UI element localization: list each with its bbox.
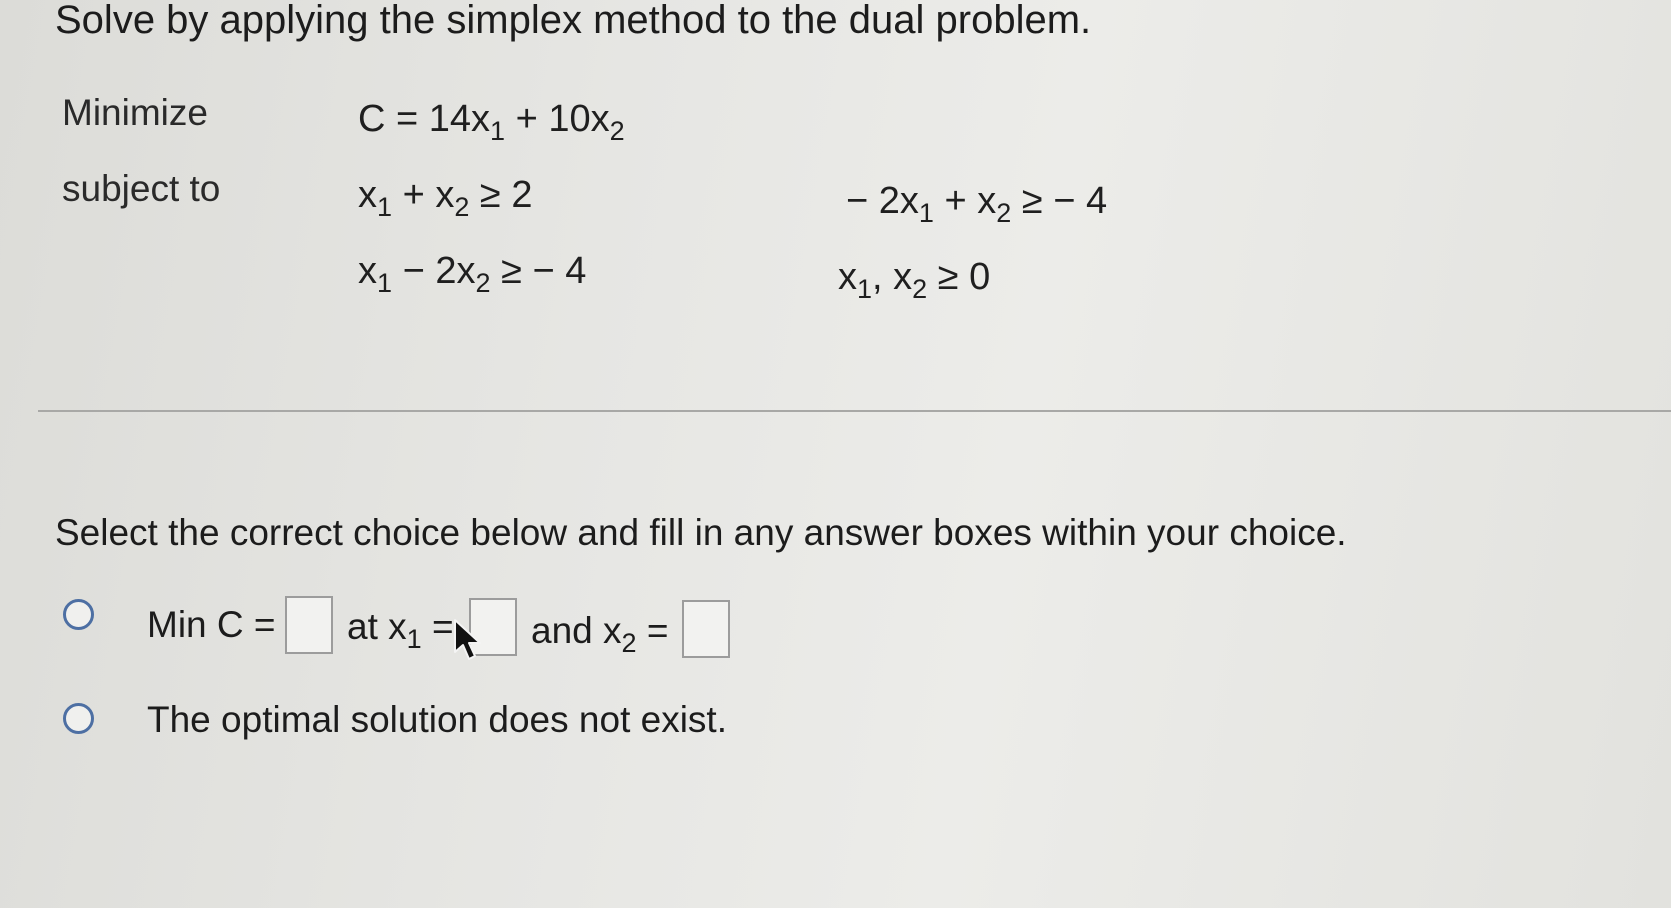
constraint-2: − $2x_1 + x_2$ ≥ − 4 <box>846 180 1108 228</box>
choice-a-and-label: and $x_2$ = <box>531 610 669 658</box>
min-c-answer-box[interactable] <box>285 596 333 654</box>
instruction-text: Select the correct choice below and fill in any answer boxes within your choice. <box>55 512 1347 553</box>
constraint-3: $x_1 - 2x_2$ ≥ − 4 <box>358 250 587 298</box>
arrow-cursor-icon <box>452 618 486 664</box>
constraint-1: $x_1 + x_2 \ge 2$ <box>358 174 533 222</box>
choice-a-at-label: at $x_1$ = <box>347 606 454 654</box>
choice-a-min-label: Min C = <box>147 604 276 645</box>
section-divider <box>38 410 1671 412</box>
constraint-nonnegativity: $x_1$, $x_2 \ge 0$ <box>838 256 991 304</box>
minimize-label: Minimize <box>62 92 208 133</box>
objective-function: $C = 14x_1 + 10x_2$ <box>358 98 625 146</box>
choice-a-radio[interactable] <box>63 599 94 630</box>
choice-b-text: The optimal solution does not exist. <box>147 699 727 740</box>
x2-answer-box[interactable] <box>682 600 730 658</box>
question-title: Solve by applying the simplex method to the dual problem. <box>55 0 1092 42</box>
subject-to-label: subject to <box>62 168 221 209</box>
choice-b-radio[interactable] <box>63 703 94 734</box>
